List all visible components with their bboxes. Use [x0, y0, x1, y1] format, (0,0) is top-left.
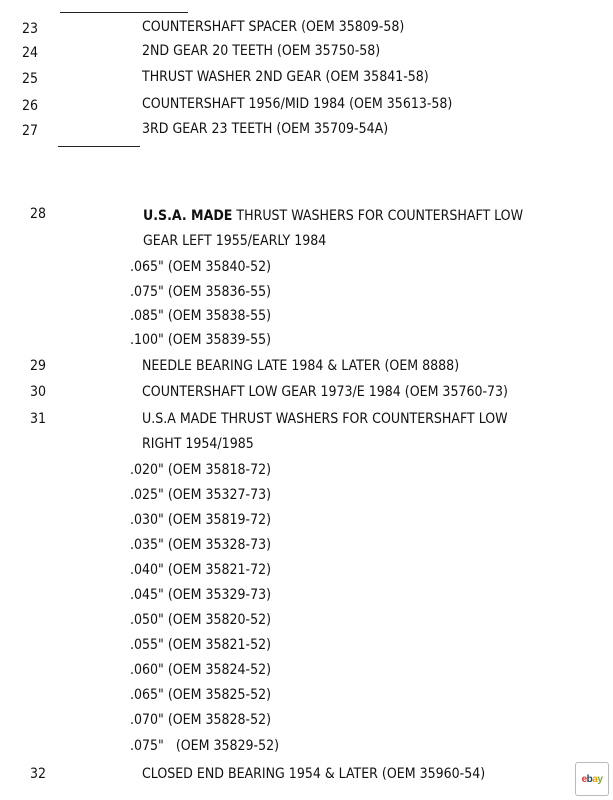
item-number-23: 23	[22, 21, 39, 37]
logo-letter-e: e	[581, 773, 587, 785]
size-31-11: .075" (OEM 35829-52)	[130, 738, 280, 754]
item-text-28-line2: GEAR LEFT 1955/EARLY 1984	[143, 233, 327, 249]
item-text-29: NEEDLE BEARING LATE 1984 & LATER (OEM 8888)	[142, 358, 460, 374]
size-28-2: .085" (OEM 35838-55)	[130, 308, 272, 324]
item-number-26: 26	[22, 98, 39, 114]
logo-letter-y: y	[597, 773, 603, 785]
item-text-31-line2: RIGHT 1954/1985	[142, 436, 254, 452]
size-31-3: .035" (OEM 35328-73)	[130, 537, 272, 553]
item-number-27: 27	[22, 123, 39, 139]
item-text-25: THRUST WASHER 2ND GEAR (OEM 35841-58)	[142, 69, 429, 85]
size-31-2: .030" (OEM 35819-72)	[130, 512, 272, 528]
item-number-24: 24	[22, 45, 39, 61]
item-text-28-rest: THRUST WASHERS FOR COUNTERSHAFT LOW	[232, 208, 524, 224]
size-31-7: .055" (OEM 35821-52)	[130, 637, 272, 653]
item-number-30: 30	[30, 384, 47, 400]
size-28-1: .075" (OEM 35836-55)	[130, 284, 272, 300]
item-text-32: CLOSED END BEARING 1954 & LATER (OEM 35960-54)	[142, 766, 486, 782]
size-31-8: .060" (OEM 35824-52)	[130, 662, 272, 678]
size-31-4: .040" (OEM 35821-72)	[130, 562, 272, 578]
item-number-28: 28	[30, 206, 47, 222]
item-number-29: 29	[30, 358, 47, 374]
size-31-10: .070" (OEM 35828-52)	[130, 712, 272, 728]
item-text-27: 3RD GEAR 23 TEETH (OEM 35709-54A)	[142, 121, 389, 137]
size-28-0: .065" (OEM 35840-52)	[130, 259, 272, 275]
ebay-watermark-logo	[575, 762, 609, 796]
size-31-1: .025" (OEM 35327-73)	[130, 487, 272, 503]
size-31-6: .050" (OEM 35820-52)	[130, 612, 272, 628]
size-31-9: .065" (OEM 35825-52)	[130, 687, 272, 703]
item-text-31: U.S.A MADE THRUST WASHERS FOR COUNTERSHAFT LOW	[142, 411, 508, 427]
bottom-rule	[58, 146, 140, 147]
item-text-26: COUNTERSHAFT 1956/MID 1984 (OEM 35613-58)	[142, 96, 453, 112]
item-number-31: 31	[30, 411, 47, 427]
item-text-23: COUNTERSHAFT SPACER (OEM 35809-58)	[142, 19, 405, 35]
item-number-25: 25	[22, 71, 39, 87]
size-28-3: .100" (OEM 35839-55)	[130, 332, 272, 348]
item-text-24: 2ND GEAR 20 TEETH (OEM 35750-58)	[142, 43, 381, 59]
logo-letter-b: b	[586, 773, 593, 785]
size-31-5: .045" (OEM 35329-73)	[130, 587, 272, 603]
item-number-32: 32	[30, 766, 47, 782]
top-rule	[60, 12, 188, 13]
usa-made-label: U.S.A. MADE	[143, 208, 233, 224]
item-text-30: COUNTERSHAFT LOW GEAR 1973/E 1984 (OEM 35760-73)	[142, 384, 508, 400]
size-31-0: .020" (OEM 35818-72)	[130, 462, 272, 478]
item-text-28	[143, 207, 523, 225]
logo-letter-a: a	[592, 773, 598, 785]
